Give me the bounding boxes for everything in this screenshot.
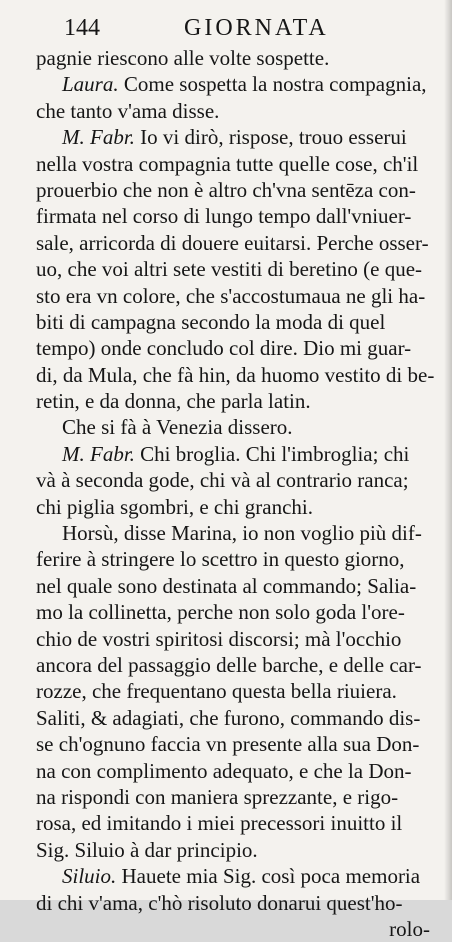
catchword-text: rolo- — [389, 916, 430, 941]
text-line — [36, 203, 446, 229]
page-header — [64, 14, 404, 42]
text-line — [36, 599, 446, 625]
text-line — [36, 520, 446, 546]
line-text: tempo) onde concludo col dire. Dio mi guar- — [36, 336, 412, 361]
text-line — [36, 71, 446, 97]
text-line — [36, 230, 446, 256]
line-text: sale, arricorda di douere euitarsi. Perche osser- — [36, 230, 429, 255]
line-text: chi piglia sgombri, e chi granchi. — [36, 494, 314, 519]
line-text: Chi broglia. Chi l'imbroglia; chi — [134, 441, 410, 466]
text-line — [36, 414, 446, 440]
text-line — [36, 758, 446, 784]
line-text: uo, che voi altri sete vestiti di beretino (e que- — [36, 257, 423, 282]
line-text: và à seconda gode, chi và al contrario ranca; — [36, 468, 409, 493]
text-line — [36, 98, 446, 124]
page-number: 144 — [64, 15, 100, 41]
text-line — [36, 678, 446, 704]
line-text: Come sospetta la nostra compagnia, — [118, 72, 427, 97]
text-line — [36, 256, 446, 282]
text-line — [36, 573, 446, 599]
text-line — [36, 494, 446, 520]
line-text: Sig. Siluio à dar principio. — [36, 837, 258, 862]
speaker-name: M. Fabr. — [62, 125, 135, 150]
line-text: Horsù, disse Marina, io non voglio più dif- — [62, 521, 422, 546]
line-text: di chi v'ama, c'hò risoluto donarui quest'ho- — [36, 890, 403, 915]
line-text: Saliti, & adagiati, che furono, commando dis- — [36, 705, 421, 730]
line-text: prouerbio che non è altro ch'vna sentēza con- — [36, 177, 416, 202]
text-line — [36, 784, 446, 810]
text-line — [36, 863, 446, 889]
text-line — [36, 283, 446, 309]
line-text: retin, e da donna, che parla latin. — [36, 389, 311, 414]
line-text: na rispondi con maniera sprezzante, e rigo- — [36, 784, 399, 809]
line-text: rosa, ed imitando i miei precessori inuitto il — [36, 811, 403, 836]
line-text: di, da Mula, che fà hin, da huomo vestito di be- — [36, 362, 435, 387]
text-line — [36, 890, 446, 916]
line-text: chio de vostri spiritosi discorsi; mà l'occhio — [36, 626, 402, 651]
speaker-name: Siluio. — [62, 864, 117, 889]
text-line — [36, 467, 446, 493]
line-text: Che si fà à Venezia dissero. — [62, 415, 293, 440]
line-text: Hauete mia Sig. così poca memoria — [116, 864, 421, 889]
text-line — [36, 441, 446, 467]
line-text: firmata nel corso di lungo tempo dall'vniuer- — [36, 204, 412, 229]
text-line — [36, 705, 446, 731]
line-text: mo la collinetta, perche non solo goda l'ore- — [36, 600, 405, 625]
text-line — [36, 151, 446, 177]
text-line — [36, 45, 446, 71]
text-line — [36, 652, 446, 678]
running-head: GIORNATA — [184, 15, 329, 41]
line-text: che tanto v'ama disse. — [36, 98, 220, 123]
speaker-name: M. Fabr. — [62, 441, 135, 466]
line-text: Io vi dirò, rispose, trouo esserui — [134, 125, 407, 150]
line-text: se ch'ognuno faccia vn presente alla sua Don- — [36, 732, 420, 757]
text-line — [36, 335, 446, 361]
line-text: ancora del passaggio delle barche, e delle car- — [36, 652, 422, 677]
catchword — [36, 916, 446, 942]
text-line — [36, 731, 446, 757]
text-line — [36, 546, 446, 572]
line-text: pagnie riescono alle volte sospette. — [36, 46, 330, 70]
line-text: ferire à stringere lo scettro in questo giorno, — [36, 547, 405, 572]
text-line — [36, 388, 446, 414]
text-line — [36, 309, 446, 335]
text-line — [36, 177, 446, 203]
text-line — [36, 626, 446, 652]
line-text: nel quale sono destinata al commando; Salia- — [36, 573, 417, 598]
text-line — [36, 124, 446, 150]
line-text: rozze, che frequentano questa bella riuiera. — [36, 679, 397, 704]
line-text: na con complimento adequato, e che la Don- — [36, 758, 412, 783]
line-text: nella vostra compagnia tutte quelle cose, ch'il — [36, 151, 419, 176]
line-text: sto era vn colore, che s'accostumaua ne gli ha- — [36, 283, 426, 308]
text-line — [36, 837, 446, 863]
text-line — [36, 362, 446, 388]
line-text: biti di campagna secondo la moda di quel — [36, 309, 386, 334]
speaker-name: Laura. — [62, 72, 119, 97]
text-line — [36, 810, 446, 836]
body-text — [36, 45, 446, 942]
